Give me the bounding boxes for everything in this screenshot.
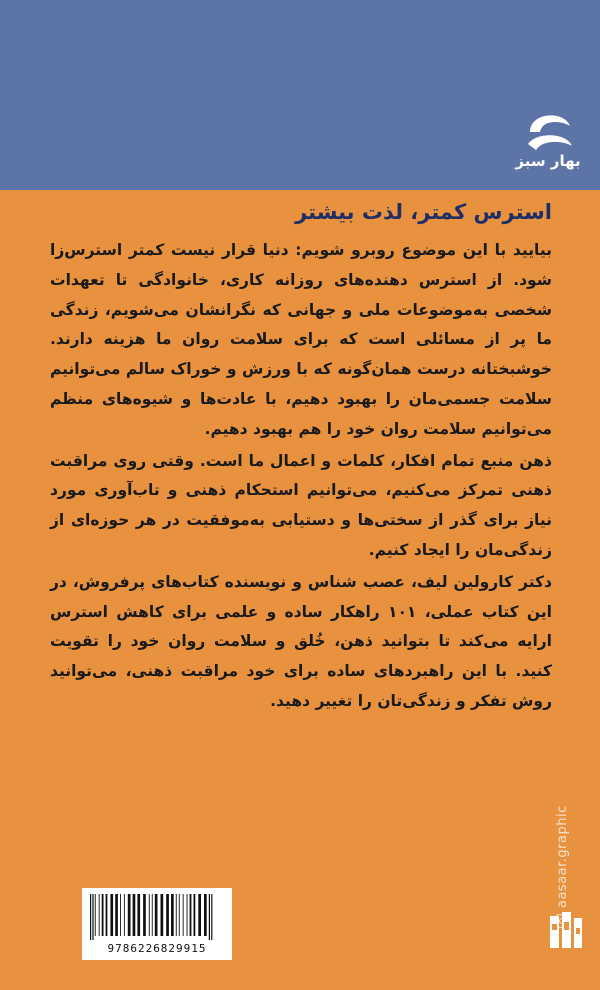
barcode-bar: [176, 894, 177, 936]
barcode-bar: [161, 894, 164, 936]
barcode-bar: [155, 894, 158, 936]
barcode-bar: [187, 894, 188, 936]
designer-watermark: [552, 758, 572, 928]
brand-mark-icon: [548, 910, 584, 952]
blurb-text: [50, 236, 552, 717]
barcode-bar: [120, 894, 121, 936]
back-cover-headline: استرس کمتر، لذت بیشتر: [295, 200, 552, 224]
barcode-bar: [166, 894, 169, 936]
barcode-bar: [128, 894, 131, 936]
blurb-paragraph-1: بیایید با این موضوع روبرو شویم: دنیا قرار نیست کمتر استرس‌زا شود. از استرس دهنده‌های روزانه کاری، خانوادگی تا تعهدات شخصی به‌موضوعات ملی و جهانی که نگرانشان می‌شویم، زندگی ما پر از مسائلی است که برای سلامت روان ما هزینه دارند. خوشبختانه درست همان‌گونه که با ورزش و خوراک سالم می‌توانیم سلامت جسمی‌مان را بهبود دهیم، با عادت‌ها و شیوه‌های منظم می‌توانیم سلامت روان خود را هم بهبود دهیم.: [50, 241, 552, 438]
barcode-bar: [211, 894, 212, 940]
blurb-paragraph-3: دکتر کارولین لیف، عصب شناس و نویسنده کتاب‌های پرفروش، در این کتاب عملی، ۱۰۱ راهکار ساده و علمی برای کاهش استرس ارایه می‌کند تا بتوانید ذهن، خُلق و سلامت روان خود را تقویت کنید. با این راهبردهای ساده برای خود مراقبت ذهنی، می‌توانید روش تفکر و زندگی‌تان را تغییر دهید.: [50, 572, 552, 710]
barcode-bar: [143, 894, 146, 936]
barcode-bar: [95, 894, 96, 936]
publisher-name: بهار سبز: [515, 152, 581, 170]
barcode-bar: [110, 894, 113, 936]
barcode-bar: [183, 894, 184, 936]
barcode-bar: [133, 894, 136, 936]
barcode-bar: [90, 894, 91, 940]
isbn-barcode: [82, 888, 232, 960]
barcode-bar: [92, 894, 93, 940]
barcode-bar: [171, 894, 174, 936]
barcode-bar: [115, 894, 118, 936]
barcode-bar: [198, 894, 201, 936]
barcode-bar: [149, 894, 150, 936]
barcode-bar: [137, 894, 140, 936]
blurb-paragraph-2: ذهن منبع تمام افکار، کلمات و اعمال ما است. وقتی روی مراقبت ذهنی تمرکز می‌کنیم، می‌توانیم استحکام ذهنی و تاب‌آوری مورد نیاز برای گذر از سختی‌ها و دستیابی به‌موفقیت در هر حوزه‌ای از زندگی‌مان را ایجاد کنیم.: [50, 451, 552, 559]
barcode-bar: [204, 894, 207, 936]
barcode-bar: [194, 894, 196, 936]
barcode-bar: [179, 894, 180, 936]
barcode-bar: [152, 894, 153, 936]
barcode-bars: [88, 894, 226, 940]
watermark-text: aasaar.graphic: [554, 805, 570, 908]
barcode-bar: [102, 894, 104, 936]
barcode-bar: [106, 894, 108, 936]
barcode-bar: [190, 894, 192, 936]
barcode-number: 9786226829915: [107, 942, 207, 955]
barcode-bar: [124, 894, 125, 936]
barcode-bar: [99, 894, 100, 936]
barcode-bar: [209, 894, 210, 940]
